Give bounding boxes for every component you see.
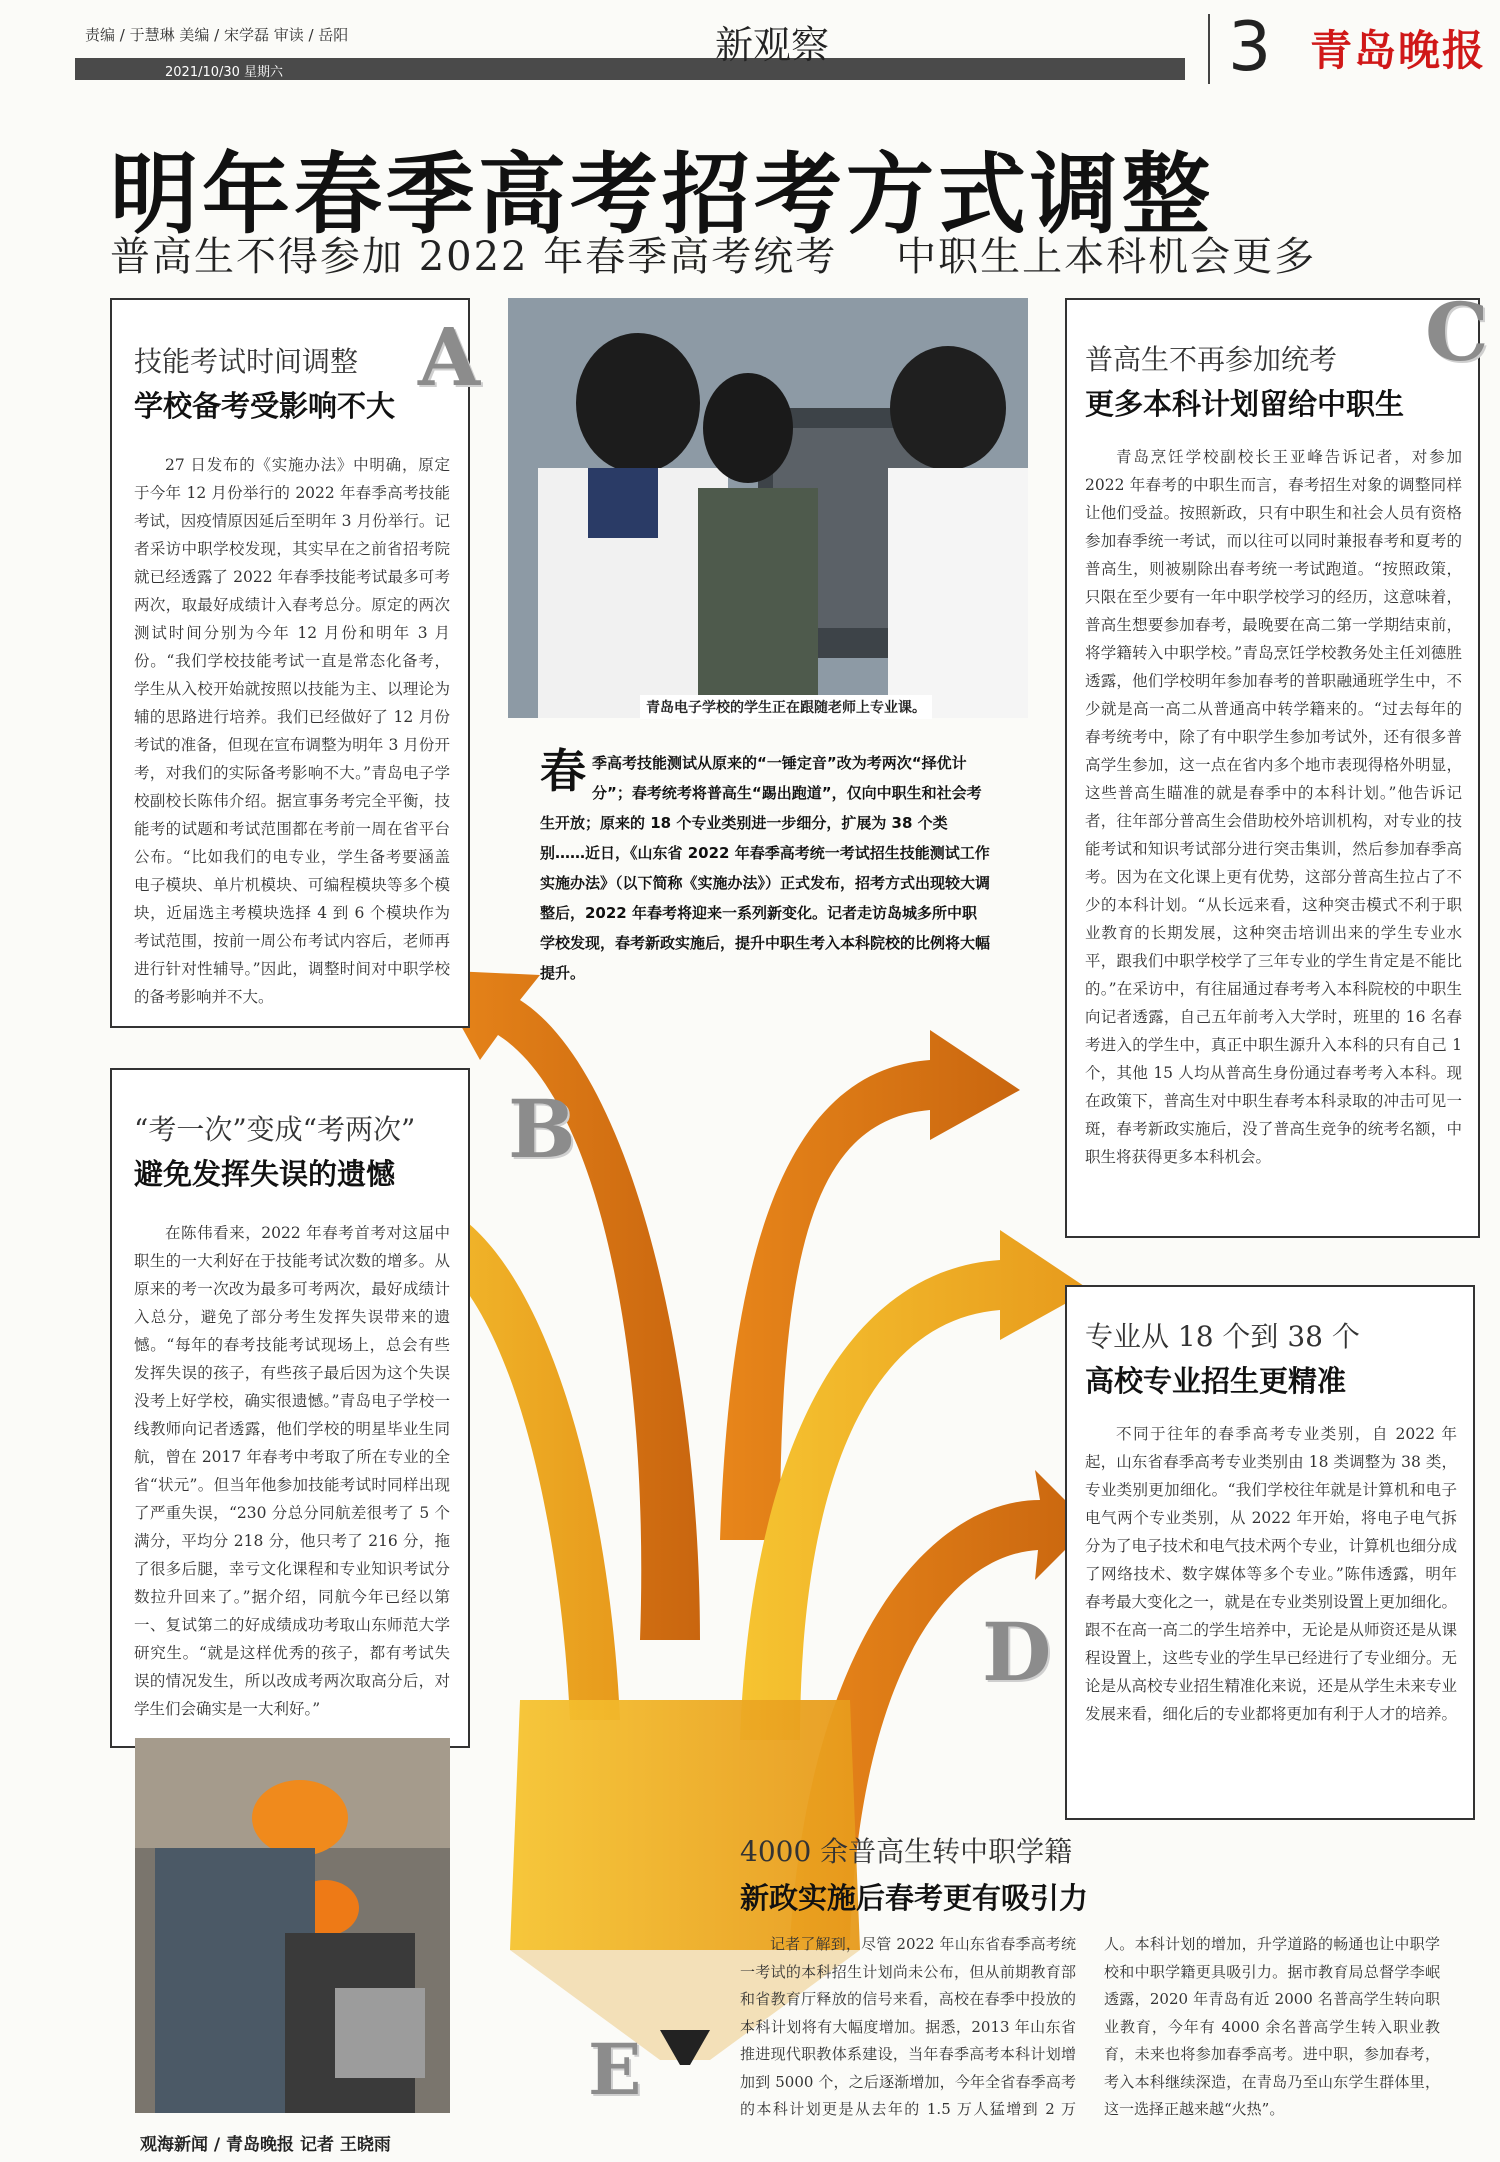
section-b-box [110, 1068, 470, 1748]
section-e-letter: E [588, 2028, 642, 2111]
section-c-box [1065, 298, 1480, 1238]
section-e-body: 记者了解到，尽管 2022 年山东省春季高考统一考试的本科招生计划尚未公布，但从前期教育部和省教育厅释放的信号来看，高校在春季中投放的本科计划将有大幅度增加。据悉，2013 年山东省推进现代职教体系建设，当年春季高考本科计划增加到 5000 个，之后逐渐增加，今年全省春季高考的本科计划更是从去年的 1.5 万人猛增到 2 万人。本科计划的增加，升学道路的畅通也让中职学校和中职学籍更具吸引力。据市教育局总督学李岷透露，2020 年青岛有近 2000 名普高学生转向职业教育，今年有 4000 余名普高学生转入职业教育，未来也将参加春季高考。进中职，参加春考，考入本科继续深造，在青岛乃至山东学生群体里，这一选择正越来越“火热”。 [740, 1935, 1440, 2118]
section-e [740, 1830, 1440, 2156]
section-b-letter: B [508, 1082, 576, 1176]
masthead-bar [75, 58, 1185, 80]
workshop-photo [135, 1738, 450, 2113]
section-d-subtitle: 专业从 18 个到 38 个 [1085, 1320, 1360, 1353]
section-d-title: 高校专业招生更精准 [1085, 1364, 1347, 1398]
classroom-photo-caption: 青岛电子学校的学生正在跟随老师上专业课。 [640, 695, 932, 719]
lead-text: 季高考技能测试从原来的“一锤定音”改为考两次“择优计分”；春考统考将普高生“踢出跑道”，仅向中职生和社会考生开放；原来的 18 个专业类别进一步细分，扩展为 38 个类别……近日，《山东省 2022 年春季高考统一考试招生技能测试工作实施办法》（以下简称《实施办法》）正式发布，招考方式出现较大调整后，2022 年春考将迎来一系列新变化。记者走访岛城多所中职学校发现，春考新政实施后，提升中职生考入本科院校的比例将大幅提升。 [540, 754, 991, 982]
section-name: 新观察 [715, 23, 830, 67]
section-c-body: 青岛烹饪学校副校长王亚峰告诉记者，对参加 2022 年春考的中职生而言，春考招生对象的调整同样让他们受益。按照新政，只有中职生和社会人员有资格参加春季统一考试，而以往可以同时兼报春考和夏考的普高生，则被剔除出春考统一考试跑道。“按照政策，只限在至少要有一年中职学校学习的经历，这意味着，普高生想要参加春考，最晚要在高二第一学期结束前，将学籍转入中职学校。”青岛烹饪学校教务处主任刘德胜透露，他们学校明年参加春考的普职融通班学生中，不少就是高一高二从普通高中转学籍来的。“过去每年的春考统考中，除了有中职学生参加考试外，还有很多普高学生参加，这一点在省内多个地市表现得格外明显，这些普高生瞄准的就是春季中的本科计划。”他告诉记者，往年部分普高生会借助校外培训机构，对专业的技能考试和知识考试部分进行突击集训，然后参加春季高考。因为在文化课上更有优势，这部分普高生拉占了不少的本科计划。“从长远来看，这种突击模式不利于职业教育的长期发展，这种突击培训出来的学生专业水平，跟我们中职学校学了三年专业的学生肯定是不能比的。”在采访中，有往届通过春考考入本科院校的中职生向记者透露，自己五年前考入大学时，班里的 16 名春考进入的学生中，真正中职生源升入本科的只有自己 1 个，其他 15 人均从普高生身份通过春考考入本科。现在政策下，普高生对中职生春考本科录取的冲击可见一斑，春考新政实施后，没了普高生竞争的统考名额，中职生将获得更多本科机会。 [1085, 448, 1462, 1166]
headline: 明年春季高考招考方式调整 [110, 143, 1215, 246]
section-a-subtitle: 技能考试时间调整 [134, 345, 359, 378]
section-a-title: 学校备考受影响不大 [134, 389, 396, 423]
byline: 观海新闻 / 青岛晚报 记者 王晓雨 [140, 2135, 391, 2155]
lead-dropcap: 春 [540, 744, 586, 798]
section-b-body: 在陈伟看来，2022 年春考首考对这届中职生的一大利好在于技能考试次数的增多。从原来的考一次改为最多可考两次，最好成绩计入总分，避免了部分考生发挥失误带来的遗憾。“每年的春考技能考试现场上，总会有些发挥失误的孩子，有些孩子最后因为这个失误没考上好学校，确实很遗憾。”青岛电子学校一线教师向记者透露，他们学校的明星毕业生同航，曾在 2017 年春考中考取了所在专业的全省“状元”。但当年他参加技能考试时同样出现了严重失误，“230 分总分同航差很考了 5 个满分，平均分 218 分，他只考了 216 分，拖了很多后腿，幸亏文化课程和专业知识考试分数拉升回来了。”据介绍，同航今年已经以第一、复试第二的好成绩成功考取山东师范大学研究生。“就是这样优秀的孩子，都有考试失误的情况发生，所以改成考两次取高分后，对学生们会确实是一大利好。” [134, 1224, 450, 1718]
section-d-body: 不同于往年的春季高考专业类别，自 2022 年起，山东省春季高考专业类别由 18 类调整为 38 类，专业类别更加细化。“我们学校往年就是计算机和电子电气两个专业类别，从 2022 年开始，将电子电气拆分为了电子技术和电气技术两个专业，计算机也细分成了网络技术、数字媒体等多个专业。”陈伟透露，明年春考最大变化之一，就是在专业类别设置上更加细化。跟不在高一高二的学生培养中，无论是从师资还是从课程设置上，这些专业的学生早已经进行了专业细分。无论是从高校专业招生精准化来说，还是从学生未来专业发展来看，细化后的专业都将更加有利于人才的培养。 [1085, 1425, 1457, 1723]
section-c-letter: C [1425, 285, 1489, 379]
section-b-title: 避免发挥失误的遗憾 [134, 1157, 396, 1191]
page-number: 3 [1228, 8, 1272, 87]
masthead-editors: 责编 / 于慧琳 美编 / 宋学磊 审读 / 岳阳 [85, 26, 349, 44]
section-c-subtitle: 普高生不再参加统考 [1085, 343, 1338, 376]
workshop-photo-image [135, 1738, 450, 2113]
section-d-letter: D [982, 1605, 1052, 1699]
section-e-title: 新政实施后春考更有吸引力 [740, 1881, 1089, 1915]
classroom-photo [508, 298, 1028, 718]
section-a-letter: A [418, 310, 481, 404]
subheadline: 普高生不得参加 2022 年春季高考统考 中职生上本科机会更多 [110, 234, 1317, 280]
lead-paragraph [540, 744, 991, 988]
issue-date: 2021/10/30 星期六 [165, 65, 284, 80]
section-d-box [1065, 1285, 1475, 1820]
masthead-divider [1208, 14, 1210, 84]
section-b-subtitle: “考一次”变成“考两次” [134, 1113, 416, 1146]
section-a-body: 27 日发布的《实施办法》中明确，原定于今年 12 月份举行的 2022 年春季高考技能考试，因疫情原因延后至明年 3 月份举行。记者采访中职学校发现，其实早在之前省招考院就已经透露了 2022 年春季技能考试最多可考两次，取最好成绩计入春考总分。原定的两次测试时间分别为今年 12 月份和明年 3 月份。“我们学校技能考试一直是常态化备考，学生从入校开始就按照以技能为主、以理论为辅的思路进行培养。我们已经做好了 12 月份考试的准备，但现在宣布调整为明年 3 月份开考，对我们的实际备考影响不大。”青岛电子学校副校长陈伟介绍。据宣事务考完全平衡，技能考的试题和考试范围都在考前一周在省平台公布。“比如我们的电专业，学生备考要涵盖电子模块、单片机模块、可编程模块等多个模块，近届选主考模块选择 4 到 6 个模块作为考试范围，按前一周公布考试内容后，老师再进行针对性辅导。”因此，调整时间对中职学校的备考影响并不大。 [134, 456, 450, 1006]
section-c-title: 更多本科计划留给中职生 [1085, 387, 1405, 421]
section-a-box [110, 298, 470, 1028]
classroom-photo-image [508, 298, 1028, 718]
newspaper-logo: 青岛晚报 [1310, 26, 1487, 75]
section-e-subtitle: 4000 余普高生转中职学籍 [740, 1835, 1073, 1868]
